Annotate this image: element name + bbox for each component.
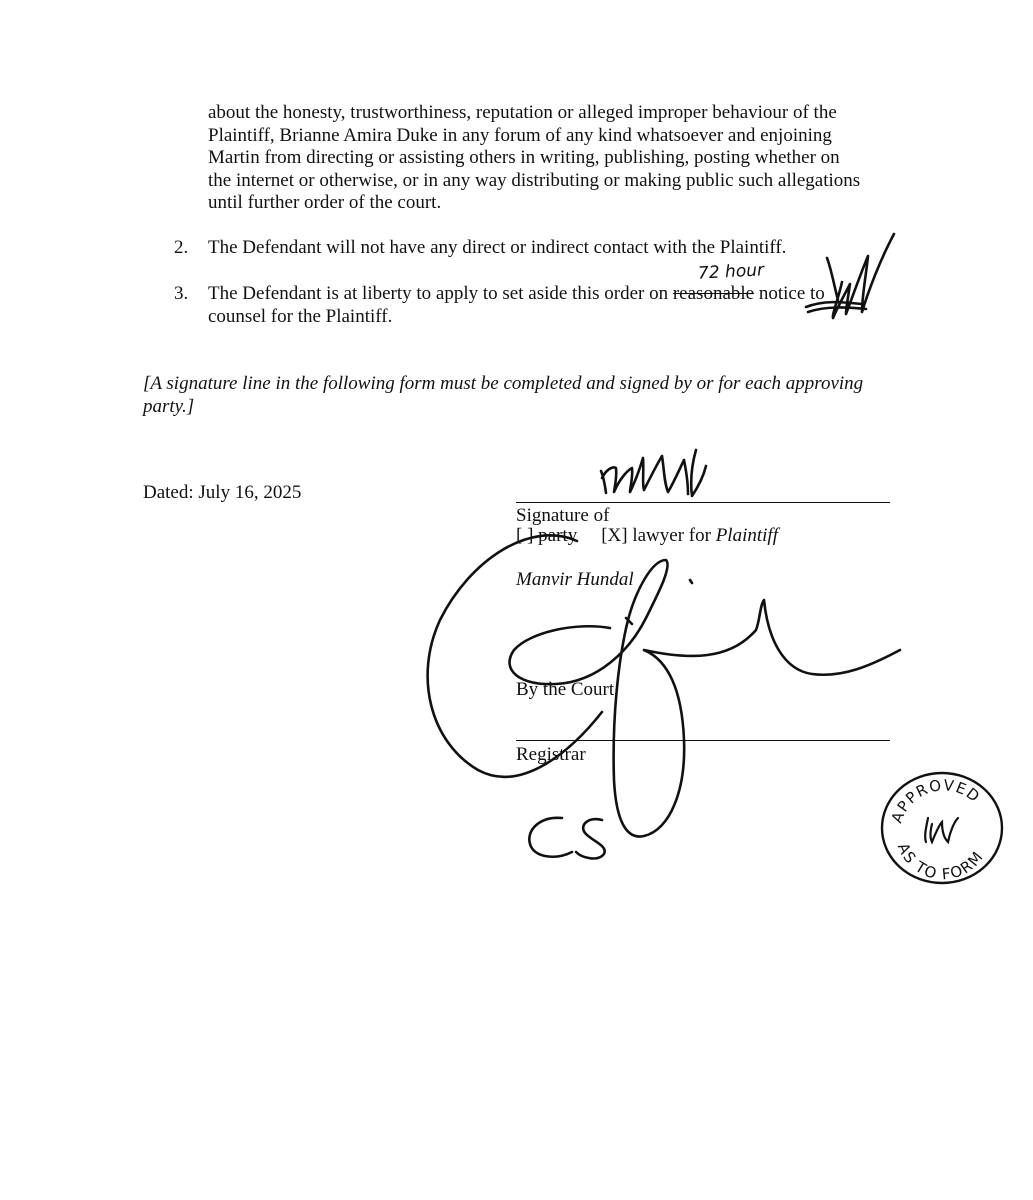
stamp-initials bbox=[925, 818, 958, 842]
lawyer-signature bbox=[601, 450, 706, 496]
item-2-text: The Defendant will not have any direct or indirect contact with the Plaintiff. bbox=[208, 237, 787, 258]
tick-mark bbox=[626, 618, 632, 624]
signature-line-registrar bbox=[516, 740, 890, 741]
item-number-2: 2. bbox=[174, 237, 189, 258]
item-3-text-after: notice to bbox=[754, 283, 825, 304]
item-3-struck-word: reasonable bbox=[672, 283, 755, 304]
signature-line-lawyer bbox=[516, 502, 890, 503]
handwritten-insert: 72 hour bbox=[697, 260, 765, 284]
lawyer-checkbox-option: [X] lawyer for bbox=[601, 525, 711, 546]
stamp-top-text: APPROVED bbox=[887, 776, 985, 826]
item-3-text-line-2: counsel for the Plaintiff. bbox=[208, 306, 393, 327]
cs-initials bbox=[529, 818, 604, 859]
approved-as-to-form-stamp bbox=[878, 766, 1008, 886]
lawyer-name: Manvir Hundal bbox=[516, 569, 634, 590]
registrar-label: Registrar bbox=[516, 744, 586, 765]
lawyer-for-party: Plaintiff bbox=[715, 525, 778, 546]
paragraph-line: Martin from directing or assisting others in writing, publishing, posting whether on bbox=[208, 147, 840, 169]
item-number-3: 3. bbox=[174, 283, 189, 304]
paragraph-line: until further order of the court. bbox=[208, 192, 442, 214]
signature-instruction-note: [A signature line in the following form must be completed and signed by or for each approving party.] bbox=[143, 373, 864, 417]
party-checkbox-option: [ ] party bbox=[516, 525, 578, 546]
item-3-text-before: The Defendant is at liberty to apply to set aside this order on bbox=[208, 283, 673, 304]
paragraph-line: the internet or otherwise, or in any way distributing or making public such allegations bbox=[208, 169, 861, 191]
item-3-text bbox=[208, 283, 825, 306]
party-options bbox=[516, 525, 778, 547]
initials-mark bbox=[827, 234, 894, 318]
pen-dot bbox=[690, 580, 692, 583]
paragraph-line: Plaintiff, Brianne Amira Duke in any forum of any kind whatsoever and enjoining bbox=[208, 124, 832, 146]
large-looped-signature bbox=[428, 535, 900, 836]
dated-line: Dated: July 16, 2025 bbox=[143, 482, 302, 503]
order-paragraph-continued bbox=[208, 102, 908, 215]
signature-of-label: Signature of bbox=[516, 505, 610, 526]
stamp-bottom-text: AS TO FORM bbox=[893, 840, 988, 884]
paragraph-line: about the honesty, trustworthiness, reputation or alleged improper behaviour of the bbox=[208, 102, 837, 123]
by-the-court-label: By the Court bbox=[516, 679, 615, 700]
